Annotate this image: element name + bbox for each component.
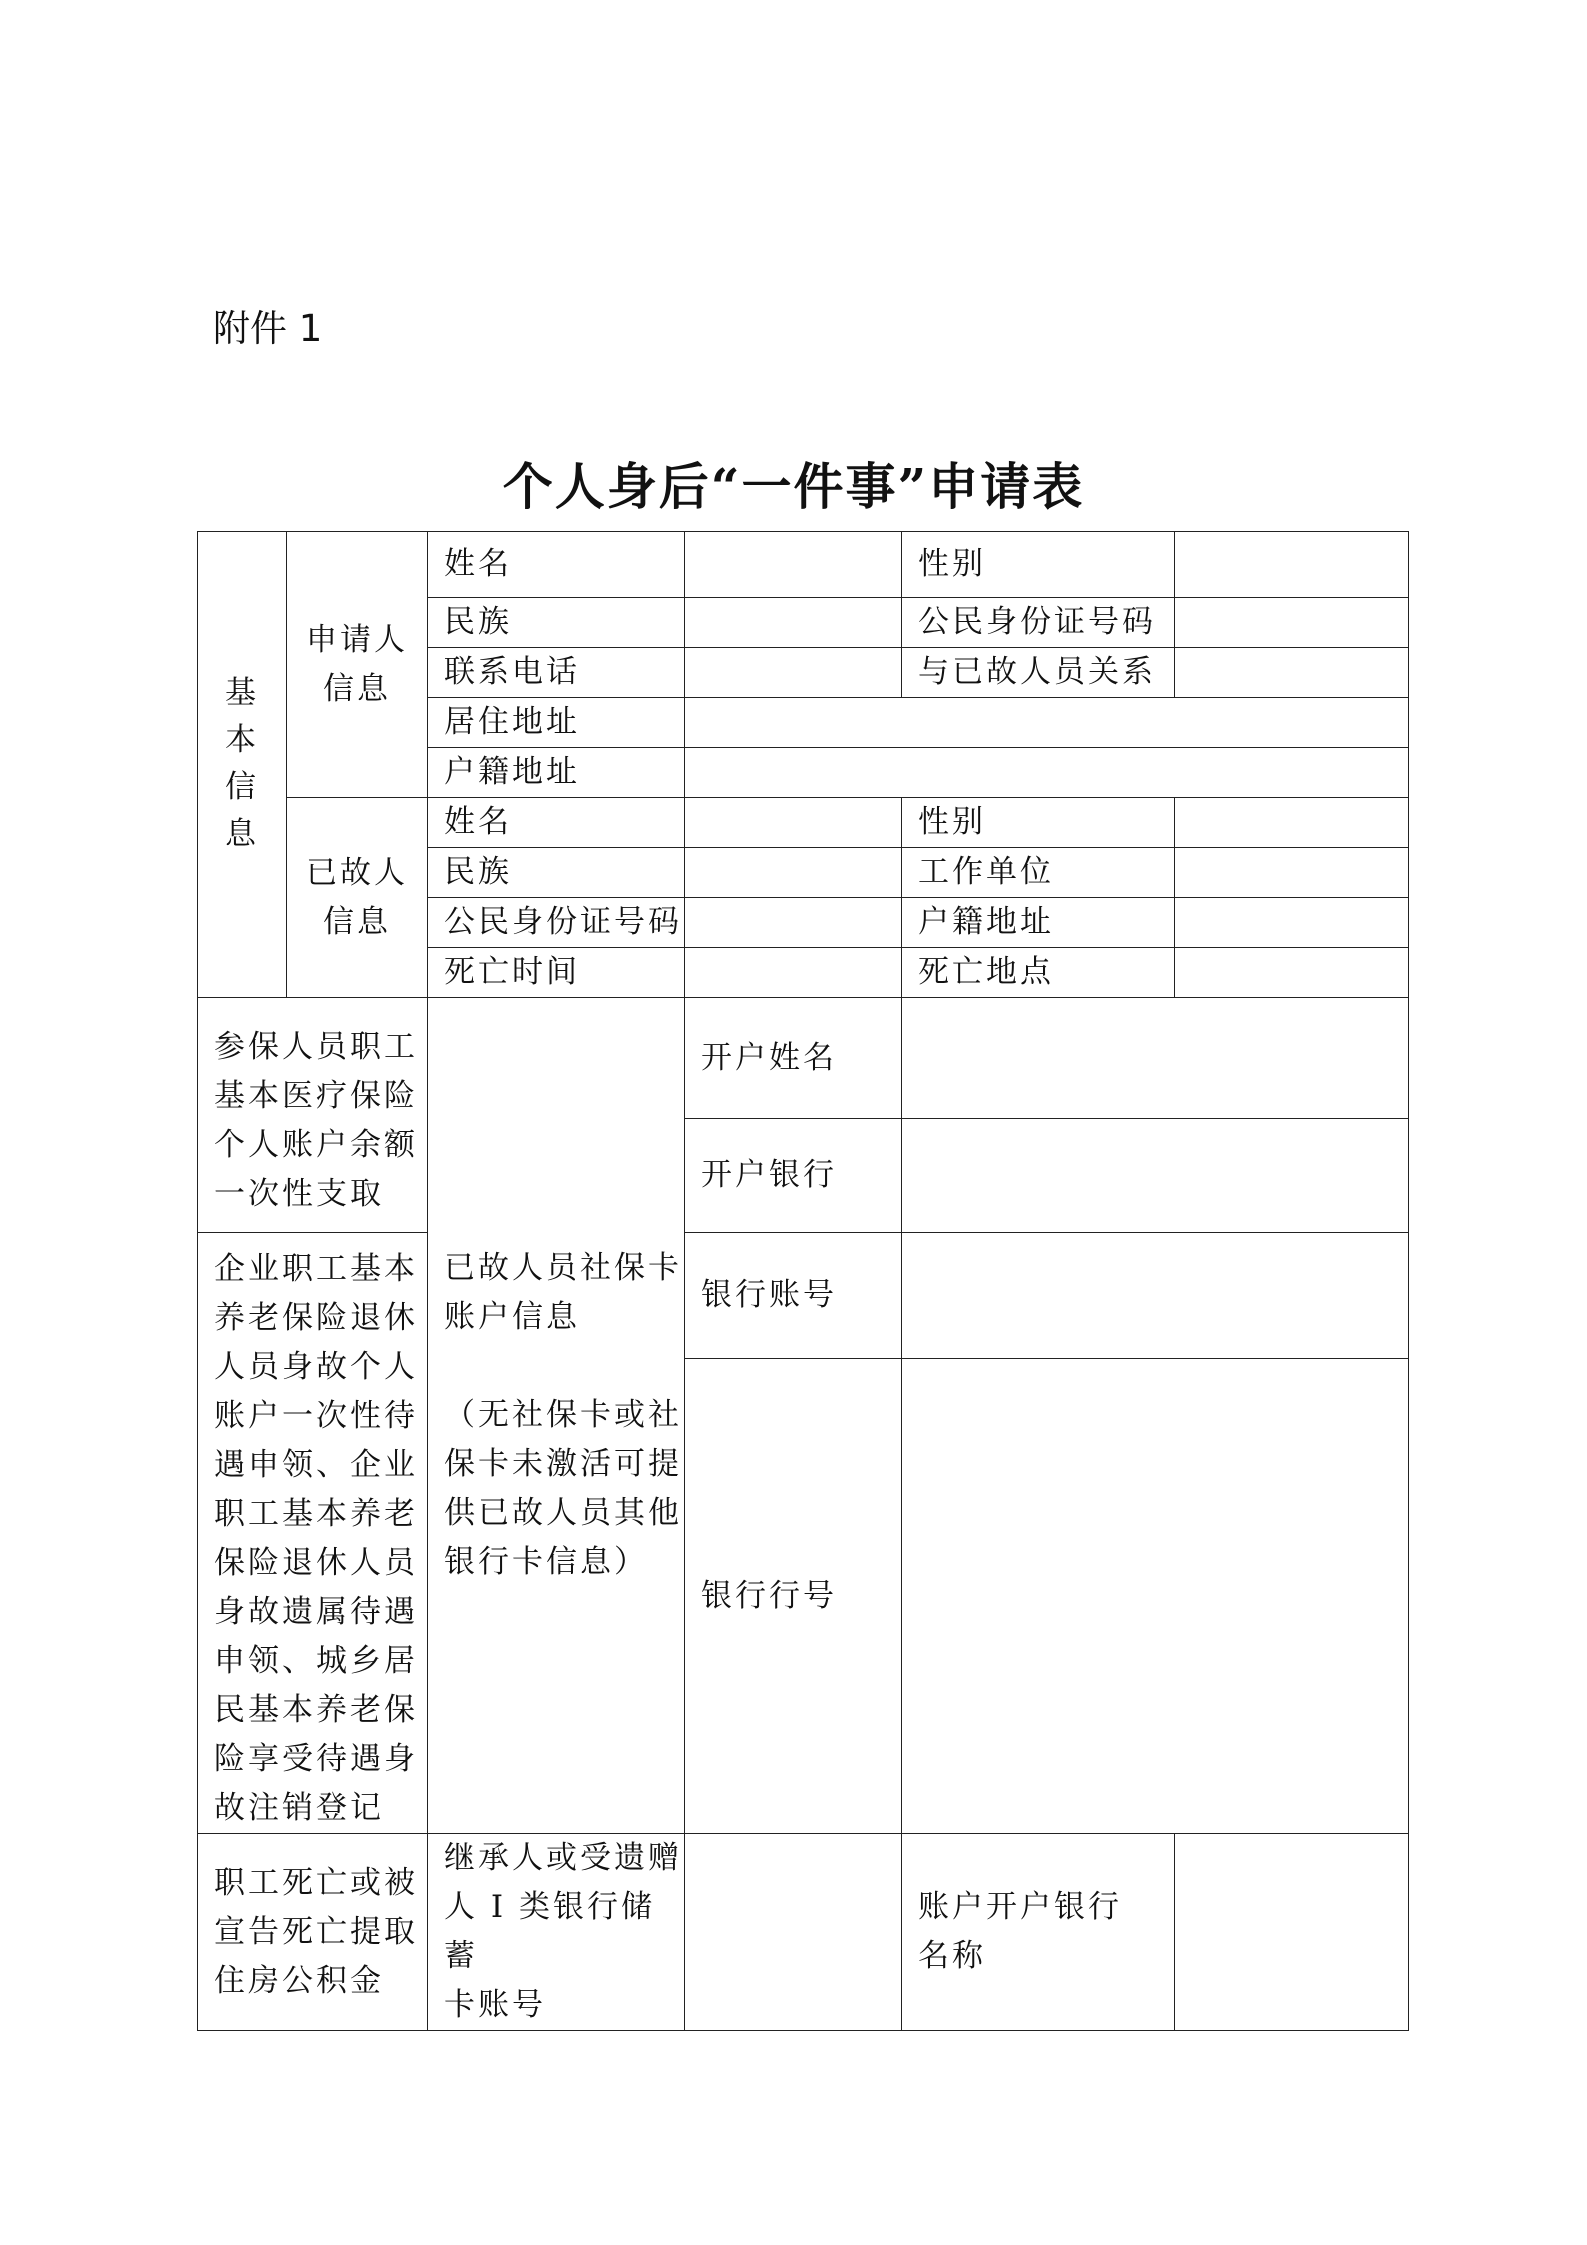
account-name-field[interactable] bbox=[902, 998, 1409, 1119]
account-bank-name-field[interactable] bbox=[1175, 1834, 1409, 2031]
section-pension-label: 企业职工基本 养老保险退休 人员身故个人 账户一次性待 遇申领、企业 职工基本养老 保险退休人员 身故遗属待遇 申领、城乡居 民基本养老保 险享受待遇身 故注销登记 bbox=[198, 1233, 428, 1834]
section-medical-label: 参保人员职工 基本医疗保险 个人账户余额 一次性支取 bbox=[198, 998, 428, 1233]
applicant-ethnicity-field[interactable] bbox=[685, 598, 902, 648]
applicant-residence-label: 居住地址 bbox=[428, 698, 685, 748]
deceased-gender-field[interactable] bbox=[1175, 798, 1409, 848]
applicant-gender-label: 性别 bbox=[902, 532, 1175, 598]
account-number-field[interactable] bbox=[902, 1233, 1409, 1359]
page-title: 个人身后“一件事”申请表 bbox=[502, 457, 1085, 516]
bank-name-field[interactable] bbox=[902, 1119, 1409, 1233]
deceased-ethnicity-field[interactable] bbox=[685, 848, 902, 898]
account-number-label: 银行账号 bbox=[685, 1233, 902, 1359]
applicant-id-field[interactable] bbox=[1175, 598, 1409, 648]
applicant-relation-label: 与已故人员关系 bbox=[902, 648, 1175, 698]
applicant-relation-field[interactable] bbox=[1175, 648, 1409, 698]
deceased-name-label: 姓名 bbox=[428, 798, 685, 848]
deceased-id-field[interactable] bbox=[685, 898, 902, 948]
deceased-death-time-label: 死亡时间 bbox=[428, 948, 685, 998]
application-form bbox=[197, 531, 1409, 2031]
applicant-residence-field[interactable] bbox=[685, 698, 1409, 748]
deceased-name-field[interactable] bbox=[685, 798, 902, 848]
deceased-household-label: 户籍地址 bbox=[902, 898, 1175, 948]
applicant-name-field[interactable] bbox=[685, 532, 902, 598]
account-name-label: 开户姓名 bbox=[685, 998, 902, 1119]
deceased-employer-label: 工作单位 bbox=[902, 848, 1175, 898]
applicant-name-label: 姓名 bbox=[428, 532, 685, 598]
applicant-group-label: 申请人 信息 bbox=[287, 532, 428, 798]
applicant-phone-field[interactable] bbox=[685, 648, 902, 698]
applicant-household-field[interactable] bbox=[685, 748, 1409, 798]
bank-code-label: 银行行号 bbox=[685, 1359, 902, 1834]
attachment-label: 附件 1 bbox=[213, 307, 323, 350]
deceased-ethnicity-label: 民族 bbox=[428, 848, 685, 898]
heir-account-label: 继承人或受遗赠 人 I 类银行储蓄 卡账号 bbox=[428, 1834, 685, 2031]
deceased-death-time-field[interactable] bbox=[685, 948, 902, 998]
bank-name-label: 开户银行 bbox=[685, 1119, 902, 1233]
deceased-employer-field[interactable] bbox=[1175, 848, 1409, 898]
deceased-household-field[interactable] bbox=[1175, 898, 1409, 948]
applicant-phone-label: 联系电话 bbox=[428, 648, 685, 698]
basic-info-label: 基本信息 bbox=[198, 532, 287, 998]
account-bank-name-label: 账户开户银行 名称 bbox=[902, 1834, 1175, 2031]
applicant-gender-field[interactable] bbox=[1175, 532, 1409, 598]
deceased-death-place-field[interactable] bbox=[1175, 948, 1409, 998]
applicant-ethnicity-label: 民族 bbox=[428, 598, 685, 648]
applicant-id-label: 公民身份证号码 bbox=[902, 598, 1175, 648]
social-card-info-label: 已故人员社保卡 账户信息 （无社保卡或社 保卡未激活可提 供已故人员其他 银行卡信息） bbox=[428, 998, 685, 1834]
applicant-household-label: 户籍地址 bbox=[428, 748, 685, 798]
deceased-gender-label: 性别 bbox=[902, 798, 1175, 848]
section-fund-label: 职工死亡或被 宣告死亡提取 住房公积金 bbox=[198, 1834, 428, 2031]
heir-account-field[interactable] bbox=[685, 1834, 902, 2031]
bank-code-field[interactable] bbox=[902, 1359, 1409, 1834]
deceased-id-label: 公民身份证号码 bbox=[428, 898, 685, 948]
deceased-group-label: 已故人 信息 bbox=[287, 798, 428, 998]
deceased-death-place-label: 死亡地点 bbox=[902, 948, 1175, 998]
